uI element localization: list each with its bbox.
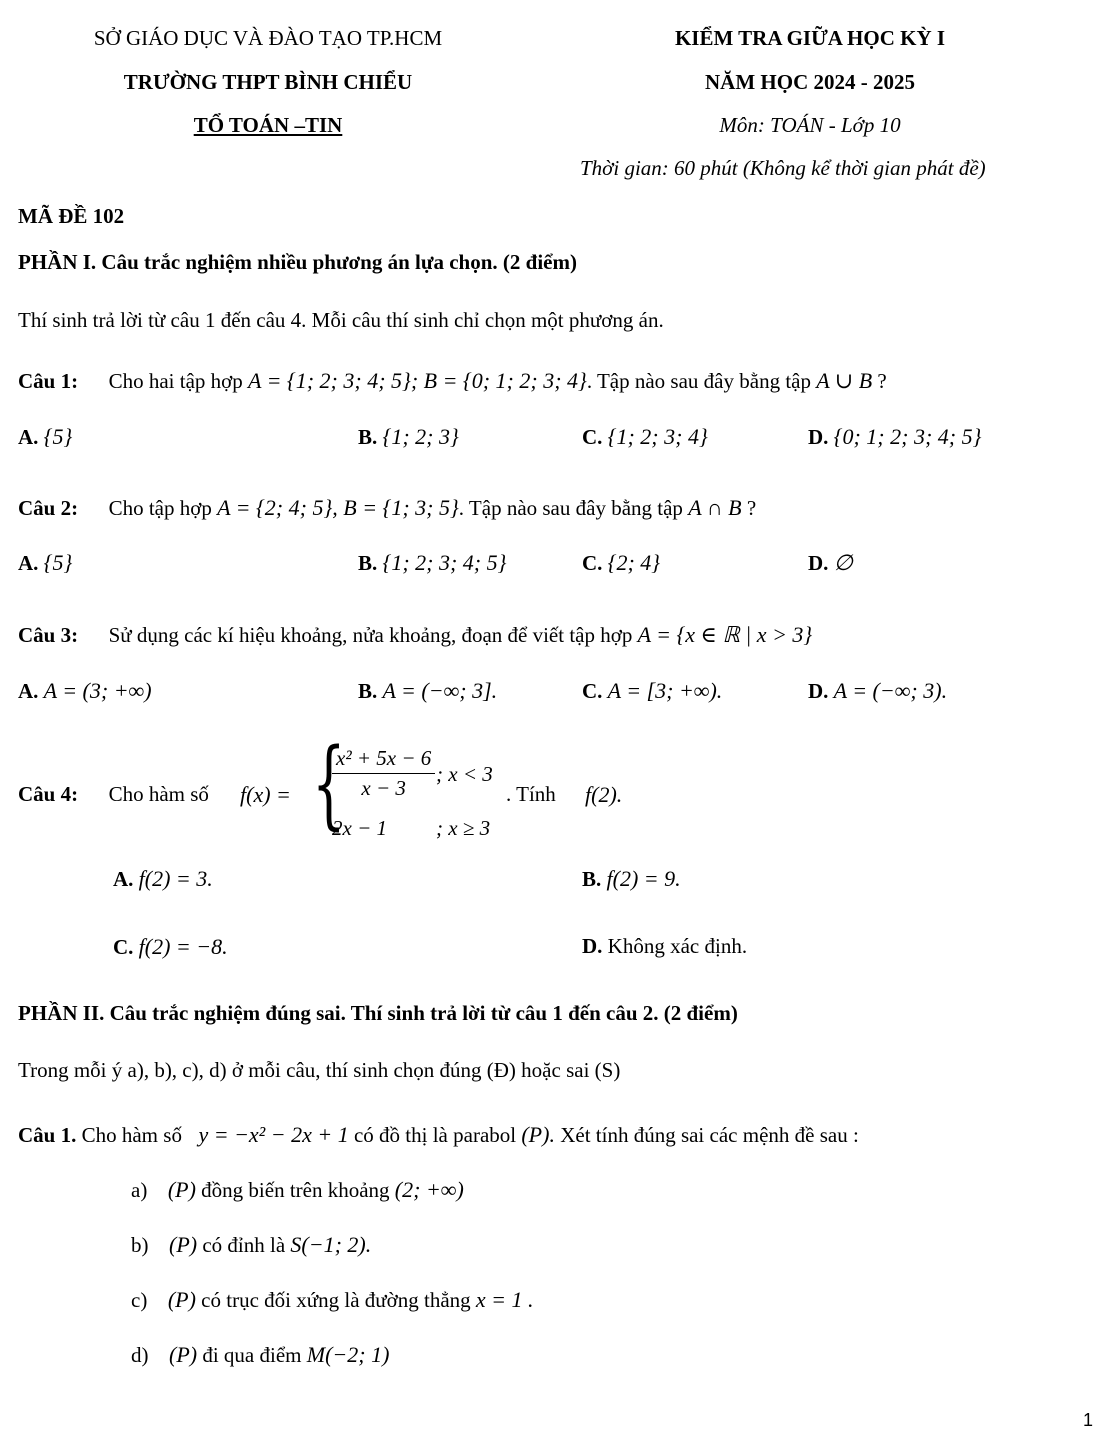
q1-option-c[interactable]	[582, 424, 708, 450]
statement-math: (2; +∞)	[394, 1177, 464, 1202]
piecewise-fraction	[332, 746, 435, 801]
q3-option-d[interactable]	[808, 678, 947, 704]
option-value: {1; 2; 3; 4; 5}	[382, 550, 507, 575]
header-duration: Thời gian: 60 phút (Không kể thời gian phát đề)	[580, 156, 986, 180]
option-key: C.	[582, 425, 603, 449]
question-text: Xét tính đúng sai các mệnh đề sau :	[560, 1123, 859, 1147]
option-value: f(2) = 3.	[138, 866, 213, 891]
option-value: f(2) = −8.	[138, 934, 228, 959]
q3-option-b[interactable]	[358, 678, 497, 704]
option-value: ∅	[833, 550, 853, 575]
statement-subject: (P)	[167, 1177, 196, 1202]
option-key: B.	[358, 679, 378, 703]
q4-option-b[interactable]	[582, 866, 681, 892]
option-key: A.	[18, 679, 39, 703]
option-key: C.	[582, 679, 603, 703]
question-label: Câu 4:	[18, 782, 79, 806]
q3-option-a[interactable]	[18, 678, 152, 704]
part1-instruction: Thí sinh trả lời từ câu 1 đến câu 4. Mỗi câu thí sinh chỉ chọn một phương án.	[18, 308, 664, 332]
option-key: C.	[113, 935, 134, 959]
question-text: ?	[877, 369, 887, 393]
q3-option-c[interactable]	[582, 678, 722, 704]
fraction-denominator: x − 3	[361, 776, 406, 800]
question-1	[18, 368, 887, 394]
statement-subject: (P)	[169, 1232, 198, 1257]
statement-a[interactable]	[131, 1177, 464, 1203]
page-number: 1	[1083, 1410, 1094, 1430]
question-text: . Tập nào sau đây bằng tập	[586, 369, 811, 393]
question-label: Câu 1:	[18, 369, 79, 393]
q4-option-d[interactable]	[582, 934, 747, 959]
statement-text: có đỉnh là	[202, 1233, 286, 1257]
question-text: ?	[746, 496, 757, 520]
question-label: Câu 1.	[18, 1123, 77, 1147]
option-value: f(2) = 9.	[606, 866, 681, 891]
option-key: D.	[582, 934, 603, 958]
option-value: {0; 1; 2; 3; 4; 5}	[833, 424, 982, 449]
statement-d[interactable]	[131, 1342, 389, 1368]
q4-option-c[interactable]	[113, 934, 228, 960]
q1-option-d[interactable]	[808, 424, 981, 450]
option-key: B.	[358, 551, 378, 575]
question-text: Cho tập hợp	[108, 496, 212, 520]
piecewise-condition-2: ; x ≥ 3	[436, 816, 491, 840]
option-value: {5}	[43, 550, 73, 575]
option-key: C.	[582, 551, 603, 575]
function-name: f(x) =	[240, 782, 291, 807]
statement-b[interactable]	[131, 1232, 371, 1258]
option-value: {1; 2; 3; 4}	[607, 424, 708, 449]
option-value: Không xác định.	[607, 934, 748, 958]
part2-title: PHẦN II. Câu trắc nghiệm đúng sai. Thí sinh trả lời từ câu 1 đến câu 2. (2 điểm)	[18, 1001, 738, 1025]
part2-question-1	[18, 1122, 859, 1148]
option-value: {5}	[43, 424, 73, 449]
statement-subject: (P)	[167, 1287, 196, 1312]
question-text: . Tập nào sau đây bằng tập	[458, 496, 683, 520]
question-label: Câu 2:	[18, 496, 79, 520]
question-4	[18, 782, 209, 807]
part2-instruction: Trong mỗi ý a), b), c), d) ở mỗi câu, thí sinh chọn đúng (Đ) hoặc sai (S)	[18, 1058, 621, 1082]
statement-key: b)	[131, 1233, 149, 1257]
part1-title: PHẦN I. Câu trắc nghiệm nhiều phương án lựa chọn. (2 điểm)	[18, 250, 577, 274]
function-expression: y = −x² − 2x + 1	[198, 1122, 349, 1147]
option-value: {2; 4}	[607, 550, 661, 575]
option-value: A = (−∞; 3].	[382, 678, 498, 703]
question-text: . Tính	[506, 782, 556, 806]
q2-option-a[interactable]	[18, 550, 72, 576]
header-exam-title: KIỂM TRA GIỮA HỌC KỲ I	[674, 26, 946, 50]
question-text: Cho hàm số	[108, 782, 209, 806]
statement-math: M(−2; 1)	[306, 1342, 390, 1367]
statement-text: đi qua điểm	[202, 1343, 302, 1367]
question-sets: A = {2; 4; 5}, B = {1; 3; 5}	[217, 495, 459, 520]
option-key: A.	[18, 425, 39, 449]
question-2	[18, 495, 756, 521]
question-sets: A = {1; 2; 3; 4; 5}; B = {0; 1; 2; 3; 4}	[248, 368, 587, 393]
statement-math: x = 1 .	[475, 1287, 534, 1312]
q1-option-a[interactable]	[18, 424, 72, 450]
fraction-numerator: x² + 5x − 6	[332, 746, 435, 774]
option-key: D.	[808, 425, 829, 449]
option-key: D.	[808, 551, 829, 575]
piecewise-condition-1: ; x < 3	[436, 762, 493, 786]
header-subject: Môn: TOÁN - Lớp 10	[719, 113, 901, 137]
q2-option-b[interactable]	[358, 550, 506, 576]
option-value: A = (3; +∞)	[43, 678, 152, 703]
option-key: D.	[808, 679, 829, 703]
question-text: Sử dụng các kí hiệu khoảng, nửa khoảng, đoạn để viết tập hợp	[108, 623, 633, 647]
statement-text: có trục đối xứng là đường thẳng	[201, 1288, 471, 1312]
piecewise-brace-icon: {	[312, 728, 346, 840]
piecewise-expression-2: 2x − 1	[332, 816, 387, 840]
statement-subject: (P)	[169, 1342, 198, 1367]
header-school: TRƯỜNG THPT BÌNH CHIỂU	[123, 70, 413, 94]
question-3	[18, 622, 812, 648]
question-expression: A ∪ B	[816, 368, 873, 393]
header-department: SỞ GIÁO DỤC VÀ ĐÀO TẠO TP.HCM	[93, 26, 443, 50]
question-expression: A ∩ B	[688, 495, 742, 520]
header-school-year: NĂM HỌC 2024 - 2025	[705, 70, 915, 94]
option-key: A.	[18, 551, 39, 575]
option-key: B.	[358, 425, 378, 449]
q2-option-c[interactable]	[582, 550, 660, 576]
question-label: Câu 3:	[18, 623, 79, 647]
question-text: Cho hai tập hợp	[108, 369, 243, 393]
question-target: f(2).	[585, 782, 623, 807]
statement-c[interactable]	[131, 1287, 534, 1313]
q1-option-b[interactable]	[358, 424, 459, 450]
statement-key: a)	[131, 1178, 148, 1202]
parabola-name: (P).	[521, 1122, 555, 1147]
statement-key: c)	[131, 1288, 148, 1312]
option-key: A.	[113, 867, 134, 891]
statement-key: d)	[131, 1343, 149, 1367]
statement-text: đồng biến trên khoảng	[201, 1178, 390, 1202]
option-value: A = [3; +∞).	[607, 678, 723, 703]
question-expression: A = {x ∈ ℝ | x > 3}	[637, 622, 813, 647]
exam-code: MÃ ĐỀ 102	[18, 204, 125, 228]
statement-math: S(−1; 2).	[290, 1232, 372, 1257]
q4-option-a[interactable]	[113, 866, 213, 892]
option-value: A = (−∞; 3).	[833, 678, 948, 703]
option-key: B.	[582, 867, 602, 891]
option-value: {1; 2; 3}	[382, 424, 459, 449]
question-text: Cho hàm số	[81, 1123, 182, 1147]
question-text: có đồ thị là parabol	[353, 1123, 517, 1147]
header-division: TỔ TOÁN –TIN	[193, 113, 343, 137]
q2-option-d[interactable]	[808, 550, 853, 576]
